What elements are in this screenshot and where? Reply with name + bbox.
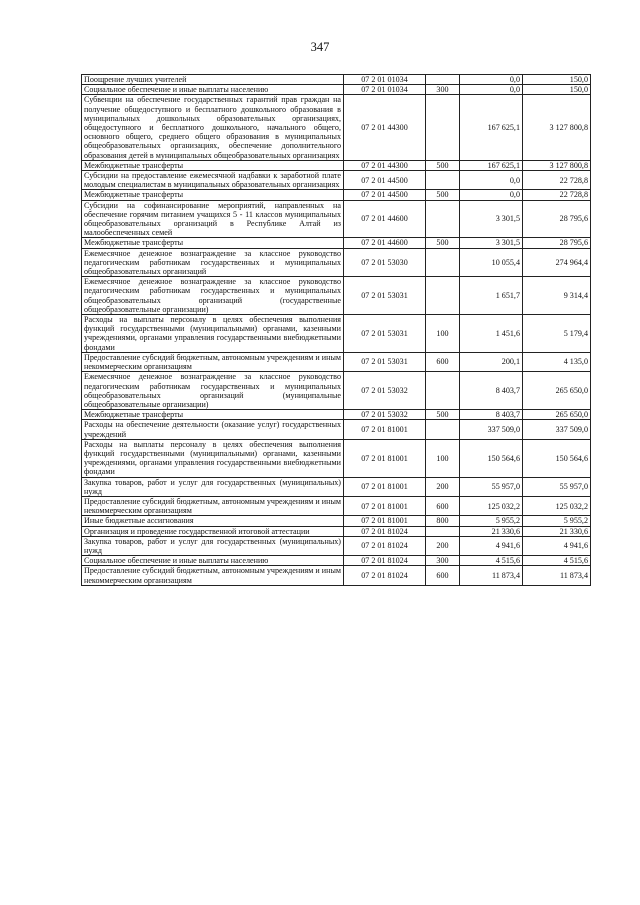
target-code-cell: 07 2 01 81001 <box>344 516 426 526</box>
amount-second-cell: 4 135,0 <box>523 352 591 371</box>
table-row <box>82 75 591 85</box>
expense-type-cell: 300 <box>426 556 460 566</box>
expense-type-cell <box>426 75 460 85</box>
table-row <box>82 566 591 585</box>
amount-second-cell: 265 650,0 <box>523 410 591 420</box>
table-row <box>82 556 591 566</box>
amount-second-cell: 4 515,6 <box>523 556 591 566</box>
target-code-cell: 07 2 01 81024 <box>344 566 426 585</box>
target-code-cell: 07 2 01 53031 <box>344 277 426 315</box>
target-code-cell: 07 2 01 81024 <box>344 526 426 536</box>
amount-second-cell: 265 650,0 <box>523 372 591 410</box>
amount-second-cell: 150 564,6 <box>523 439 591 477</box>
table-row <box>82 352 591 371</box>
item-name-cell: Социальное обеспечение и иные выплаты населению <box>82 85 344 95</box>
amount-second-cell: 21 330,6 <box>523 526 591 536</box>
item-name-cell: Поощрение лучших учителей <box>82 75 344 85</box>
expense-type-cell <box>426 248 460 277</box>
amount-second-cell: 3 127 800,8 <box>523 95 591 160</box>
amount-second-cell: 150,0 <box>523 75 591 85</box>
amount-first-cell: 3 301,5 <box>460 238 523 248</box>
table-row <box>82 160 591 170</box>
table-row <box>82 439 591 477</box>
amount-first-cell: 0,0 <box>460 171 523 190</box>
item-name-cell: Закупка товаров, работ и услуг для государственных (муниципальных) нужд <box>82 536 344 555</box>
target-code-cell: 07 2 01 01034 <box>344 85 426 95</box>
table-row <box>82 95 591 160</box>
amount-second-cell: 4 941,6 <box>523 536 591 555</box>
target-code-cell: 07 2 01 44500 <box>344 171 426 190</box>
expense-type-cell: 500 <box>426 410 460 420</box>
target-code-cell: 07 2 01 81024 <box>344 536 426 555</box>
item-name-cell: Субвенции на обеспечение государственных гарантий прав граждан на получение общедоступного и бесплатного дошкольного образования в муниципальных дошкольных образовательных организациях, общедоступного и бесплатного дошкольного, начального общего, основного общего, среднего общего образования в муниципальных общеобразовательных организациях, обеспечение дополнительного образования детей в муниципальных общеобразовательных организациях <box>82 95 344 160</box>
target-code-cell: 07 2 01 44500 <box>344 190 426 200</box>
expense-type-cell <box>426 277 460 315</box>
target-code-cell: 07 2 01 81001 <box>344 420 426 439</box>
amount-first-cell: 0,0 <box>460 75 523 85</box>
amount-second-cell: 337 509,0 <box>523 420 591 439</box>
expense-type-cell: 600 <box>426 352 460 371</box>
target-code-cell: 07 2 01 81001 <box>344 439 426 477</box>
target-code-cell: 07 2 01 81001 <box>344 496 426 515</box>
amount-second-cell: 5 955,2 <box>523 516 591 526</box>
amount-first-cell: 4 515,6 <box>460 556 523 566</box>
target-code-cell: 07 2 01 81024 <box>344 556 426 566</box>
amount-second-cell: 9 314,4 <box>523 277 591 315</box>
expense-type-cell: 500 <box>426 238 460 248</box>
expense-type-cell: 300 <box>426 85 460 95</box>
amount-second-cell: 28 795,6 <box>523 238 591 248</box>
expense-type-cell: 600 <box>426 566 460 585</box>
amount-first-cell: 55 957,0 <box>460 477 523 496</box>
item-name-cell: Межбюджетные трансферты <box>82 238 344 248</box>
table-row <box>82 477 591 496</box>
page-number: 347 <box>310 40 330 54</box>
target-code-cell: 07 2 01 53032 <box>344 410 426 420</box>
item-name-cell: Иные бюджетные ассигнования <box>82 516 344 526</box>
amount-first-cell: 337 509,0 <box>460 420 523 439</box>
amount-second-cell: 150,0 <box>523 85 591 95</box>
amount-second-cell: 5 179,4 <box>523 315 591 353</box>
table-row <box>82 85 591 95</box>
expense-type-cell <box>426 200 460 238</box>
table-row <box>82 277 591 315</box>
item-name-cell: Субсидии на предоставление ежемесячной надбавки к заработной плате молодым специалистам в муниципальных образовательных организациях <box>82 171 344 190</box>
expense-type-cell: 800 <box>426 516 460 526</box>
amount-first-cell: 10 055,4 <box>460 248 523 277</box>
item-name-cell: Межбюджетные трансферты <box>82 190 344 200</box>
table-row <box>82 372 591 410</box>
amount-first-cell: 5 955,2 <box>460 516 523 526</box>
table-row <box>82 315 591 353</box>
target-code-cell: 07 2 01 44300 <box>344 160 426 170</box>
expense-type-cell <box>426 95 460 160</box>
target-code-cell: 07 2 01 44300 <box>344 95 426 160</box>
expense-type-cell: 200 <box>426 477 460 496</box>
expense-type-cell: 500 <box>426 160 460 170</box>
target-code-cell: 07 2 01 44600 <box>344 200 426 238</box>
table-row <box>82 536 591 555</box>
expense-type-cell: 100 <box>426 315 460 353</box>
item-name-cell: Субсидии на софинансирование мероприятий, направленных на обеспечение горячим питанием учащихся 5 - 11 классов муниципальных общеобразовательных организаций в Республике Алтай из малообеспеченных семей <box>82 200 344 238</box>
amount-first-cell: 1 451,6 <box>460 315 523 353</box>
amount-second-cell: 125 032,2 <box>523 496 591 515</box>
target-code-cell: 07 2 01 01034 <box>344 75 426 85</box>
item-name-cell: Предоставление субсидий бюджетным, автономным учреждениям и иным некоммерческим организациям <box>82 566 344 585</box>
budget-table <box>81 74 591 586</box>
table-row <box>82 248 591 277</box>
amount-first-cell: 125 032,2 <box>460 496 523 515</box>
target-code-cell: 07 2 01 53031 <box>344 352 426 371</box>
expense-type-cell <box>426 171 460 190</box>
expense-type-cell: 600 <box>426 496 460 515</box>
amount-second-cell: 22 728,8 <box>523 190 591 200</box>
table-row <box>82 171 591 190</box>
item-name-cell: Ежемесячное денежное вознаграждение за классное руководство педагогическим работникам государственных и муниципальных общеобразовательных организаций (муниципальные общеобразовательные организации) <box>82 372 344 410</box>
table-row <box>82 190 591 200</box>
item-name-cell: Социальное обеспечение и иные выплаты населению <box>82 556 344 566</box>
amount-first-cell: 0,0 <box>460 85 523 95</box>
item-name-cell: Расходы на выплаты персоналу в целях обеспечения выполнения функций государственными (муниципальными) органами, казенными учреждениями, органами управления государственными внебюджетными фондами <box>82 439 344 477</box>
item-name-cell: Межбюджетные трансферты <box>82 410 344 420</box>
target-code-cell: 07 2 01 44600 <box>344 238 426 248</box>
expense-type-cell: 200 <box>426 536 460 555</box>
amount-first-cell: 150 564,6 <box>460 439 523 477</box>
amount-first-cell: 21 330,6 <box>460 526 523 536</box>
table-row <box>82 238 591 248</box>
amount-second-cell: 28 795,6 <box>523 200 591 238</box>
target-code-cell: 07 2 01 53031 <box>344 315 426 353</box>
target-code-cell: 07 2 01 81001 <box>344 477 426 496</box>
target-code-cell: 07 2 01 53032 <box>344 372 426 410</box>
amount-first-cell: 4 941,6 <box>460 536 523 555</box>
item-name-cell: Межбюджетные трансферты <box>82 160 344 170</box>
amount-second-cell: 22 728,8 <box>523 171 591 190</box>
amount-first-cell: 0,0 <box>460 190 523 200</box>
amount-first-cell: 3 301,5 <box>460 200 523 238</box>
amount-second-cell: 3 127 800,8 <box>523 160 591 170</box>
expense-type-cell: 500 <box>426 190 460 200</box>
item-name-cell: Расходы на выплаты персоналу в целях обеспечения выполнения функций государственными (муниципальными) органами, казенными учреждениями, органами управления государственными внебюджетными фондами <box>82 315 344 353</box>
amount-second-cell: 11 873,4 <box>523 566 591 585</box>
expense-type-cell: 100 <box>426 439 460 477</box>
table-row <box>82 496 591 515</box>
expense-type-cell <box>426 372 460 410</box>
table-row <box>82 516 591 526</box>
expense-type-cell <box>426 526 460 536</box>
item-name-cell: Предоставление субсидий бюджетным, автономным учреждениям и иным некоммерческим организациям <box>82 496 344 515</box>
budget-table-body <box>82 75 591 586</box>
amount-first-cell: 167 625,1 <box>460 160 523 170</box>
item-name-cell: Организация и проведение государственной итоговой аттестации <box>82 526 344 536</box>
table-row <box>82 410 591 420</box>
item-name-cell: Ежемесячное денежное вознаграждение за классное руководство педагогическим работникам государственных и муниципальных общеобразовательных организаций <box>82 248 344 277</box>
amount-first-cell: 167 625,1 <box>460 95 523 160</box>
item-name-cell: Расходы на обеспечение деятельности (оказание услуг) государственных учреждений <box>82 420 344 439</box>
target-code-cell: 07 2 01 53030 <box>344 248 426 277</box>
item-name-cell: Ежемесячное денежное вознаграждение за классное руководство педагогическим работникам государственных и муниципальных общеобразовательных организаций (государственные общеобразовательные организации) <box>82 277 344 315</box>
expense-type-cell <box>426 420 460 439</box>
amount-second-cell: 274 964,4 <box>523 248 591 277</box>
item-name-cell: Закупка товаров, работ и услуг для государственных (муниципальных) нужд <box>82 477 344 496</box>
amount-first-cell: 8 403,7 <box>460 372 523 410</box>
table-row <box>82 200 591 238</box>
item-name-cell: Предоставление субсидий бюджетным, автономным учреждениям и иным некоммерческим организациям <box>82 352 344 371</box>
table-row <box>82 526 591 536</box>
amount-first-cell: 200,1 <box>460 352 523 371</box>
table-row <box>82 420 591 439</box>
amount-first-cell: 1 651,7 <box>460 277 523 315</box>
amount-second-cell: 55 957,0 <box>523 477 591 496</box>
amount-first-cell: 8 403,7 <box>460 410 523 420</box>
amount-first-cell: 11 873,4 <box>460 566 523 585</box>
